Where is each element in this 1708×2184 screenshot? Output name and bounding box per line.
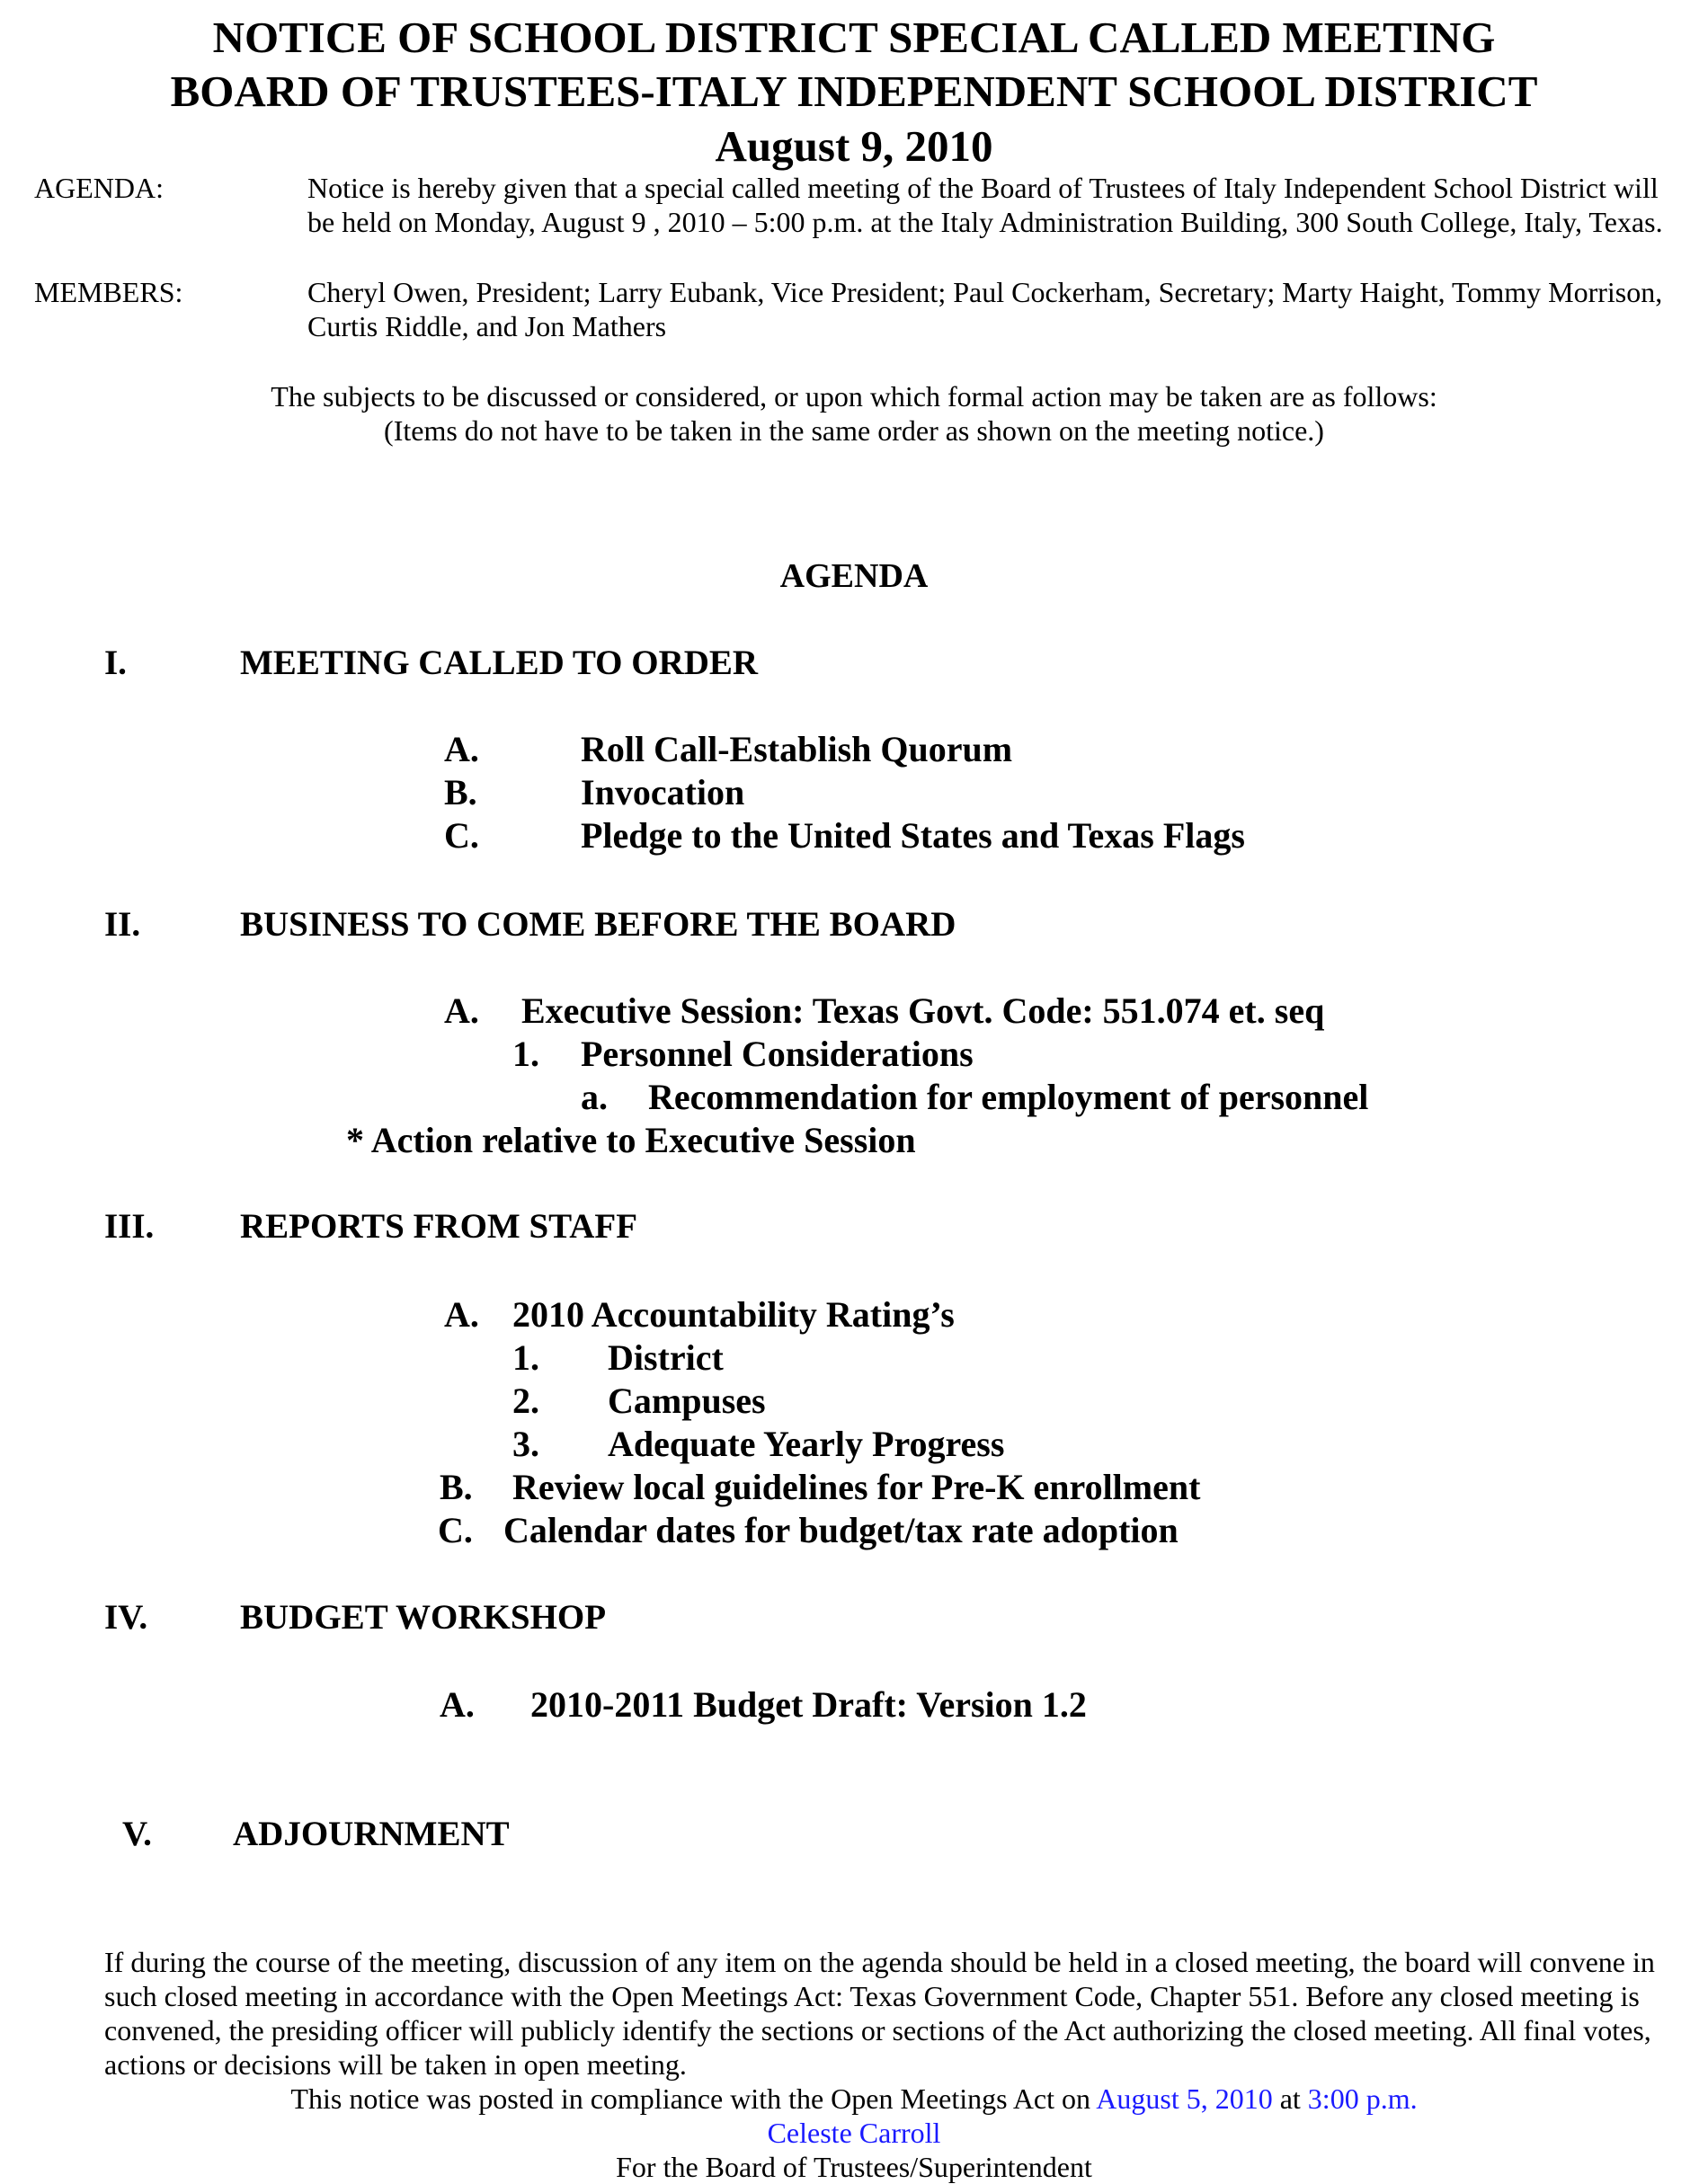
item-executive-session: Executive Session: Texas Govt. Code: 551.074 et. seq	[521, 990, 1325, 1031]
item-budget-draft: 2010-2011 Budget Draft: Version 1.2	[530, 1684, 1087, 1725]
section-title-budget-workshop: BUDGET WORKSHOP	[240, 1598, 607, 1637]
subjects-statement: The subjects to be discussed or considered, or upon which formal action may be taken are as follows:	[271, 380, 1437, 413]
item-calendar-dates: Calendar dates for budget/tax rate adoption	[503, 1510, 1179, 1550]
section-title-reports: REPORTS FROM STAFF	[240, 1207, 638, 1246]
members-label: MEMBERS:	[34, 276, 183, 308]
item-employment-recommendation: Recommendation for employment of personnel	[648, 1077, 1369, 1117]
item-pre-k-guidelines: Review local guidelines for Pre-K enrollment	[512, 1467, 1201, 1507]
item-adequate-yearly-progress: Adequate Yearly Progress	[608, 1424, 1005, 1464]
members-text: Cheryl Owen, President; Larry Eubank, Vice President; Paul Cockerham, Secretary; Marty Haight, Tommy Morrison, Curtis Riddle, and Jon Mathers	[307, 276, 1663, 342]
item-letter: A.	[444, 1294, 479, 1335]
section-number: III.	[104, 1207, 155, 1246]
item-personnel-considerations: Personnel Considerations	[581, 1034, 974, 1074]
closed-meeting-notice: If during the course of the meeting, discussion of any item on the agenda should be held in a closed meeting, the board will convene in such closed meeting in accordance with the Open Meetings Act: Texas Government Code, Chapter 551. Before any closed meeting is convened, the presiding officer will publicly identify the sections or sections of the Act authorizing the closed meeting. All final votes, actions or decisions will be taken in open meeting.	[104, 1946, 1655, 2081]
sub-item-number: 2.	[512, 1381, 539, 1421]
section-number: V.	[122, 1815, 152, 1853]
section-number: I.	[104, 644, 127, 682]
posting-date: August 5, 2010	[1096, 2082, 1273, 2115]
posting-statement	[0, 2082, 1708, 2116]
item-letter: C.	[438, 1510, 473, 1550]
sub-item-number: 3.	[512, 1424, 539, 1464]
item-letter: A.	[444, 729, 479, 769]
item-campuses: Campuses	[608, 1381, 766, 1421]
sub-item-number: 1.	[512, 1337, 539, 1378]
section-number: IV.	[104, 1598, 148, 1637]
item-pledge: Pledge to the United States and Texas Flags	[581, 815, 1245, 856]
posting-time: 3:00 p.m.	[1307, 2082, 1418, 2115]
section-title-business: BUSINESS TO COME BEFORE THE BOARD	[240, 905, 956, 944]
agenda-heading: AGENDA	[779, 557, 929, 595]
item-accountability-ratings: 2010 Accountability Rating’s	[512, 1294, 955, 1335]
item-letter: A.	[444, 990, 479, 1031]
item-letter: A.	[440, 1684, 475, 1725]
agenda-label: AGENDA:	[34, 172, 164, 204]
agenda-notice-text: Notice is hereby given that a special called meeting of the Board of Trustees of Italy Independent School District will be held on Monday, August 9 , 2010 – 5:00 p.m. at the Italy Administration Building, 300 South College, Italy, Texas.	[307, 172, 1663, 238]
item-letter: B.	[444, 772, 477, 812]
item-roll-call: Roll Call-Establish Quorum	[581, 729, 1013, 769]
order-note: (Items do not have to be taken in the same order as shown on the meeting notice.)	[384, 414, 1324, 447]
notice-title: NOTICE OF SCHOOL DISTRICT SPECIAL CALLED MEETING	[212, 13, 1496, 62]
signer-title: For the Board of Trustees/Superintendent	[616, 2151, 1092, 2183]
section-title-meeting-called-to-order: MEETING CALLED TO ORDER	[240, 644, 759, 682]
item-executive-action: * Action relative to Executive Session	[346, 1120, 916, 1160]
item-district: District	[608, 1337, 724, 1378]
posting-prefix: This notice was posted in compliance with the Open Meetings Act on	[290, 2082, 1097, 2115]
item-letter: C.	[444, 815, 479, 856]
posting-at: at	[1272, 2082, 1308, 2115]
sub-item-number: 1.	[512, 1034, 539, 1074]
item-invocation: Invocation	[581, 772, 745, 812]
signer-name: Celeste Carroll	[767, 2117, 941, 2149]
section-title-adjournment: ADJOURNMENT	[233, 1815, 510, 1853]
board-title: BOARD OF TRUSTEES-ITALY INDEPENDENT SCHOOL DISTRICT	[170, 67, 1538, 116]
section-number: II.	[104, 905, 141, 944]
meeting-date: August 9, 2010	[715, 121, 993, 171]
item-letter: B.	[440, 1467, 473, 1507]
sub-item-letter: a.	[581, 1077, 608, 1117]
